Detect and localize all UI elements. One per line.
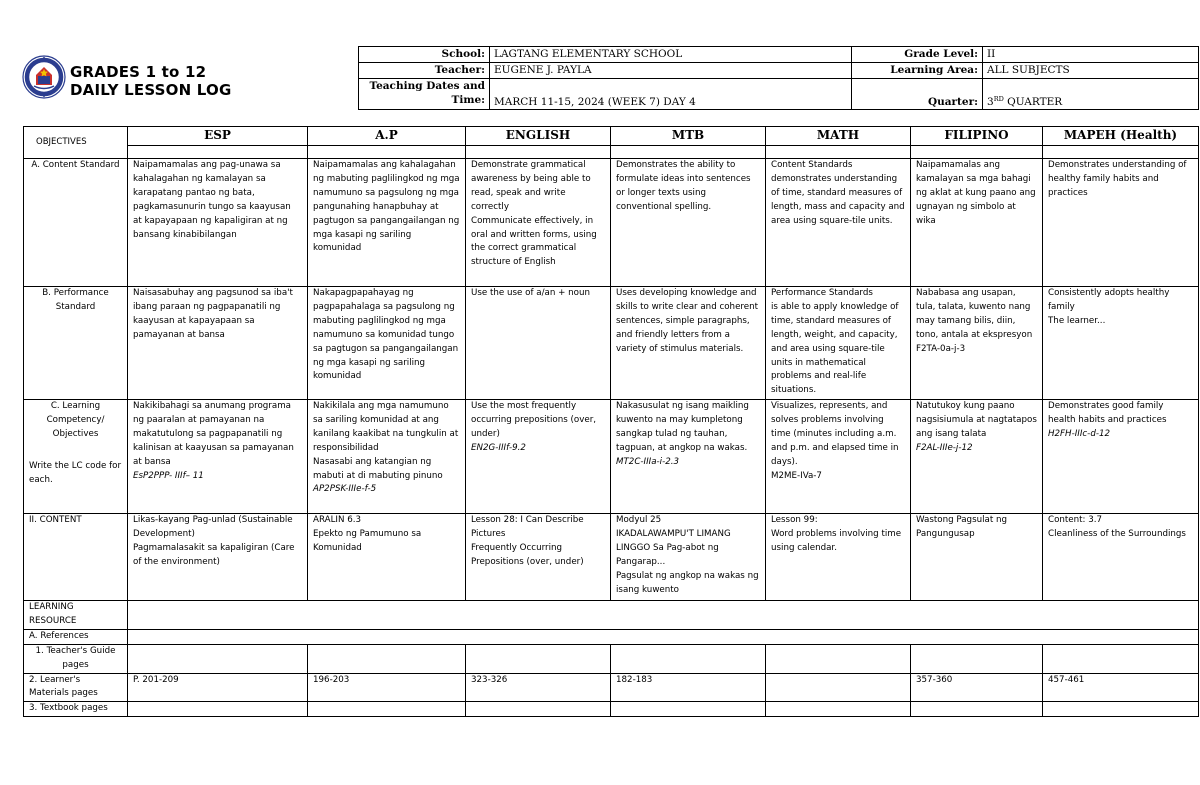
blank-spacer-row <box>24 146 1199 159</box>
lc-code: AP2PSK-IIIe-f-5 <box>313 484 377 495</box>
competency-mtb: Nakasusulat ng isang maikling kuwento na may kumpletong sangkap tulad ng tauhan, tagpuan, at angkop na wakas. MT2C-IIIa-i-2.3 <box>611 400 766 514</box>
subject-header-english: ENGLISH <box>466 127 611 146</box>
teachers-guide-label: 1. Teacher's Guide pages <box>24 644 128 673</box>
subject-header-filipino: FILIPINO <box>911 127 1043 146</box>
performance-standard-english: Use the use of a/an + noun <box>466 287 611 400</box>
content-standard-math: Content Standards demonstrates understanding of time, standard measures of length, mass and capacity and area using square-tile units. <box>766 159 911 287</box>
header-row-school <box>359 47 1199 63</box>
lm-filipino: 357-360 <box>911 673 1043 702</box>
lc-code: MT2C-IIIa-i-2.3 <box>616 456 680 467</box>
performance-standard-label: B. Performance Standard <box>24 287 128 400</box>
deped-seal-icon <box>22 55 66 99</box>
title-line-1: GRADES 1 to 12 <box>70 63 207 81</box>
teachers-guide-row <box>24 644 1199 673</box>
teaching-dates-value: MARCH 11-15, 2024 (WEEK 7) DAY 4 <box>490 79 852 110</box>
content-standard-row <box>24 159 1199 287</box>
content-standard-mtb: Demonstrates the ability to formulate ideas into sentences or longer texts using conventional spelling. <box>611 159 766 287</box>
header-row-teacher <box>359 63 1199 79</box>
quarter-label: Quarter: <box>852 79 983 110</box>
content-filipino: Wastong Pagsulat ng Pangungusap <box>911 514 1043 601</box>
subject-header-mtb: MTB <box>611 127 766 146</box>
teacher-label: Teacher: <box>359 63 490 79</box>
document-title <box>70 63 232 99</box>
teacher-value: EUGENE J. PAYLA <box>490 63 852 79</box>
school-label: School: <box>359 47 490 63</box>
subject-header-ap: A.P <box>308 127 466 146</box>
performance-standard-row <box>24 287 1199 400</box>
content-standard-mapeh: Demonstrates understanding of healthy family habits and practices <box>1043 159 1199 287</box>
header-row-dates <box>359 79 1199 110</box>
lm-math <box>766 673 911 702</box>
lc-code: EsP2PPP- IIIf– 11 <box>133 470 204 481</box>
content-standard-esp: Naipamamalas ang pag-unawa sa kahalagahan ng kamalayan sa karapatang pantao ng bata, pagkamasunurin tungo sa kaayusan at kapayapaan ng kapaligiran at ng bansang kinabibilangan <box>128 159 308 287</box>
content-mtb: Modyul 25 IKADALAWAMPU'T LIMANG LINGGO Sa Pag-abot ng Pangarap... Pagsulat ng angkop na wakas ng isang kuwento <box>611 514 766 601</box>
competency-label-cell <box>24 400 128 514</box>
lc-code: M2ME-IVa-7 <box>771 470 822 481</box>
title-line-2: DAILY LESSON LOG <box>70 81 232 99</box>
subjects-header-row <box>24 127 1199 146</box>
lm-mapeh: 457-461 <box>1043 673 1199 702</box>
content-english: Lesson 28: I Can Describe Pictures Frequently Occurring Prepositions (over, under) <box>466 514 611 601</box>
performance-standard-math: Performance Standards is able to apply knowledge of time, standard measures of length, weight, and capacity, and area using square-tile units in mathematical problems and real-life situations. <box>766 287 911 400</box>
competency-math: Visualizes, represents, and solves problems involving time (minutes including a.m. and p.m. and elapsed time in days). M2ME-IVa-7 <box>766 400 911 514</box>
learners-materials-row <box>24 673 1199 702</box>
learning-resource-span <box>128 601 1199 630</box>
grade-level-value: II <box>983 47 1199 63</box>
header-info-table <box>358 46 1199 110</box>
subject-header-math: MATH <box>766 127 911 146</box>
lc-code: H2FH-IIIc-d-12 <box>1048 428 1111 439</box>
content-standard-filipino: Naipamamalas ang kamalayan sa mga bahagi ng aklat at kung paano ang ugnayan ng simbolo at wika <box>911 159 1043 287</box>
learning-resource-label: LEARNING RESOURCE <box>24 601 128 630</box>
learners-materials-label: 2. Learner's Materials pages <box>24 673 128 702</box>
learning-area-label: Learning Area: <box>852 63 983 79</box>
content-standard-english: Demonstrate grammatical awareness by being able to read, speak and write correctly Communicate effectively, in oral and written forms, using the correct grammatical structure of English <box>466 159 611 287</box>
textbook-label: 3. Textbook pages <box>24 702 128 717</box>
competency-esp: Nakikibahagi sa anumang programa ng paaralan at pamayanan na makatutulong sa pagpapanatili ng kalinisan at kaayusan sa pamayanan at bansa EsP2PPP- IIIf– 11 <box>128 400 308 514</box>
quarter-suffix: RD <box>993 95 1004 103</box>
competency-mapeh: Demonstrates good family health habits and practices H2FH-IIIc-d-12 <box>1043 400 1199 514</box>
content-standard-label: A. Content Standard <box>24 159 128 287</box>
performance-standard-ap: Nakapagpapahayag ng pagpapahalaga sa pagsulong ng mabuting paglilingkod ng mga namumuno sa komunidad tungo sa pagtugon sa pangangailangan ng mga kasapi ng sariling komunidad <box>308 287 466 400</box>
performance-standard-filipino: Nababasa ang usapan, tula, talata, kuwento nang may tamang bilis, diin, tono, antala at ekspresyon F2TA-0a-j-3 <box>911 287 1043 400</box>
content-mapeh: Content: 3.7 Cleanliness of the Surroundings <box>1043 514 1199 601</box>
lm-english: 323-326 <box>466 673 611 702</box>
content-ap: ARALIN 6.3 Epekto ng Pamumuno sa Komunidad <box>308 514 466 601</box>
teaching-dates-label: Teaching Dates and Time: <box>359 79 490 110</box>
competency-filipino: Natutukoy kung paano nagsisiumula at nagtatapos ang isang talata F2AL-IIIe-j-12 <box>911 400 1043 514</box>
content-row <box>24 514 1199 601</box>
grade-level-label: Grade Level: <box>852 47 983 63</box>
lm-esp: P. 201-209 <box>128 673 308 702</box>
performance-standard-esp: Naisasabuhay ang pagsunod sa iba't ibang paraan ng pagpapanatili ng kaayusan at kapayapaan sa pamayanan at bansa <box>128 287 308 400</box>
content-math: Lesson 99: Word problems involving time using calendar. <box>766 514 911 601</box>
competency-label: C. Learning Competency/ Objectives <box>46 401 105 439</box>
learning-resource-row <box>24 601 1199 630</box>
references-label: A. References <box>24 629 128 644</box>
subject-header-mapeh: MAPEH (Health) <box>1043 127 1199 146</box>
quarter-value <box>983 79 1199 110</box>
lc-code: EN2G-IIIf-9.2 <box>471 442 526 453</box>
competency-ap: Nakikilala ang mga namumuno sa sariling komunidad at ang kanilang kaakibat na tungkulin at responsibilidad Nasasabi ang katangian ng mabuti at di mabuting pinuno AP2PSK-IIIe-f-5 <box>308 400 466 514</box>
lc-code-note: Write the LC code for each. <box>29 460 122 485</box>
quarter-number: 3 <box>987 96 994 108</box>
competency-english: Use the most frequently occurring prepositions (over, under) EN2G-IIIf-9.2 <box>466 400 611 514</box>
references-row <box>24 629 1199 644</box>
subject-header-esp: ESP <box>128 127 308 146</box>
textbook-row <box>24 702 1199 717</box>
objectives-header: OBJECTIVES <box>24 127 128 159</box>
school-value: LAGTANG ELEMENTARY SCHOOL <box>490 47 852 63</box>
competency-row <box>24 400 1199 514</box>
lc-code: F2AL-IIIe-j-12 <box>916 442 973 453</box>
learning-area-value: ALL SUBJECTS <box>983 63 1199 79</box>
content-esp: Likas-kayang Pag-unlad (Sustainable Development) Pagmamalasakit sa kapaligiran (Care of the environment) <box>128 514 308 601</box>
performance-standard-mtb: Uses developing knowledge and skills to write clear and coherent sentences, simple paragraphs, and friendly letters from a variety of stimulus materials. <box>611 287 766 400</box>
quarter-word: QUARTER <box>1003 96 1063 108</box>
lm-mtb: 182-183 <box>611 673 766 702</box>
content-standard-ap: Naipamamalas ang kahalagahan ng mabuting paglilingkod ng mga namumuno sa pagsulong ng mga pangunahing hanapbuhay at pagtugon sa pangangailangan ng mga kasapi ng sariling komunidad <box>308 159 466 287</box>
lesson-log-table <box>23 126 1199 717</box>
lm-ap: 196-203 <box>308 673 466 702</box>
performance-standard-mapeh: Consistently adopts healthy family The learner... <box>1043 287 1199 400</box>
content-label: II. CONTENT <box>24 514 128 601</box>
